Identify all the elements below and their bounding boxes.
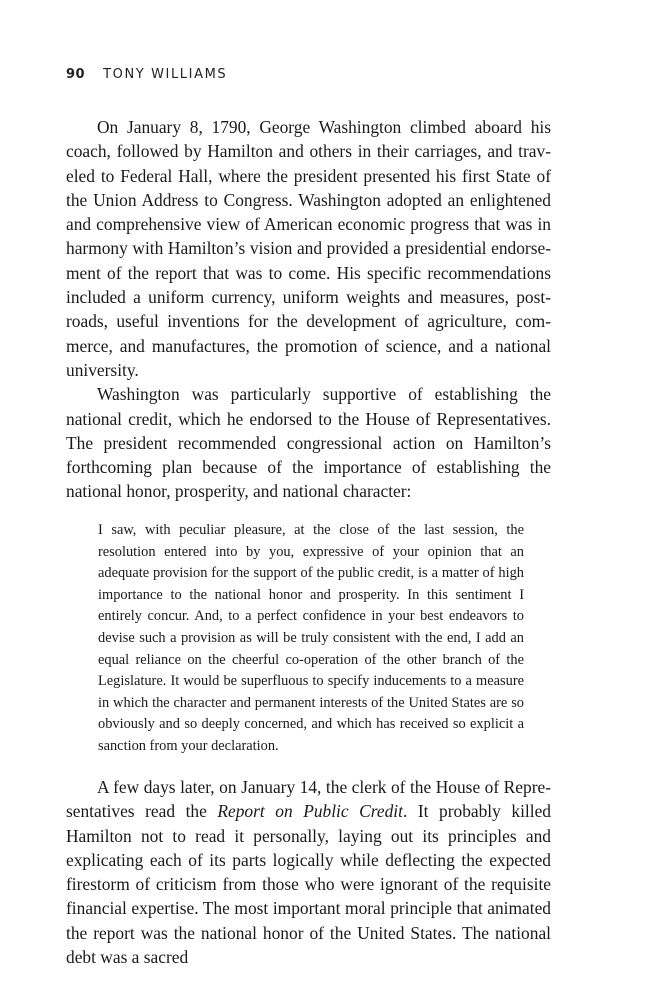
paragraph-washington-address: On January 8, 1790, George Washington climbed aboard his coach, followed by Hamilton and others in their carriages, and traveled to Federal Hall, where the president presented his first State of the Union Address to Congress. Washington adopted an enlightened and comprehensive view of American economic progress that was in harmony with Hamilton’s vision and provided a presidential endorsement of the report that was to come. His specific recommendations included a uniform currency, uniform weights and measures, post-roads, useful inventions for the development of agriculture, commerce, and manufactures, the promotion of science, and a national university. [66,117,551,380]
report-title: Report on Public Credit [217,801,403,822]
paragraph-text-after-title: . It probably killed Hamilton not to read it personally, laying out its principles and explicating each of its parts logically while deflecting the expected firestorm of criticism from those who were ignorant of the requisite financial expertise. The most important moral principle that animated the report was the national honor of the United States. The national debt was a sacred [66,801,551,968]
body-text-bottom [66,775,551,969]
paragraph-text-before-title: A few days later, on January 14, the clerk of the House of Representatives read the [66,777,551,822]
block-quote: I saw, with peculiar pleasure, at the close of the last session, the resolution entered into by you, expressive of your opinion that an adequate provision for the support of the public credit, is a matter of high importance to the national honor and prosperity. In this sentiment I entirely concur. And, to a perfect confidence in your best endeavors to devise such a provision as will be truly consistent with the end, I add an equal reliance on the cheerful co-operation of the other branch of the Legislature. It would be superfluous to specify inducements to a measure in which the character and permanent interests of the United States are so obviously and so deeply concerned, and which has received so explicit a sanction from your declaration. [98,522,524,754]
paragraph-report-on-public-credit [66,775,551,969]
paragraph-national-credit: Washington was particularly supportive of establishing the national credit, which he endorsed to the House of Representatives. The president recommended congressional action on Hamilton’s forthcoming plan because of the importance of establishing the national honor, prosperity, and national character: [66,384,551,502]
running-head-author: TONY WILLIAMS [103,67,228,82]
body-text-top [66,115,551,504]
page-number: 90 [66,67,86,82]
running-head [66,67,227,82]
